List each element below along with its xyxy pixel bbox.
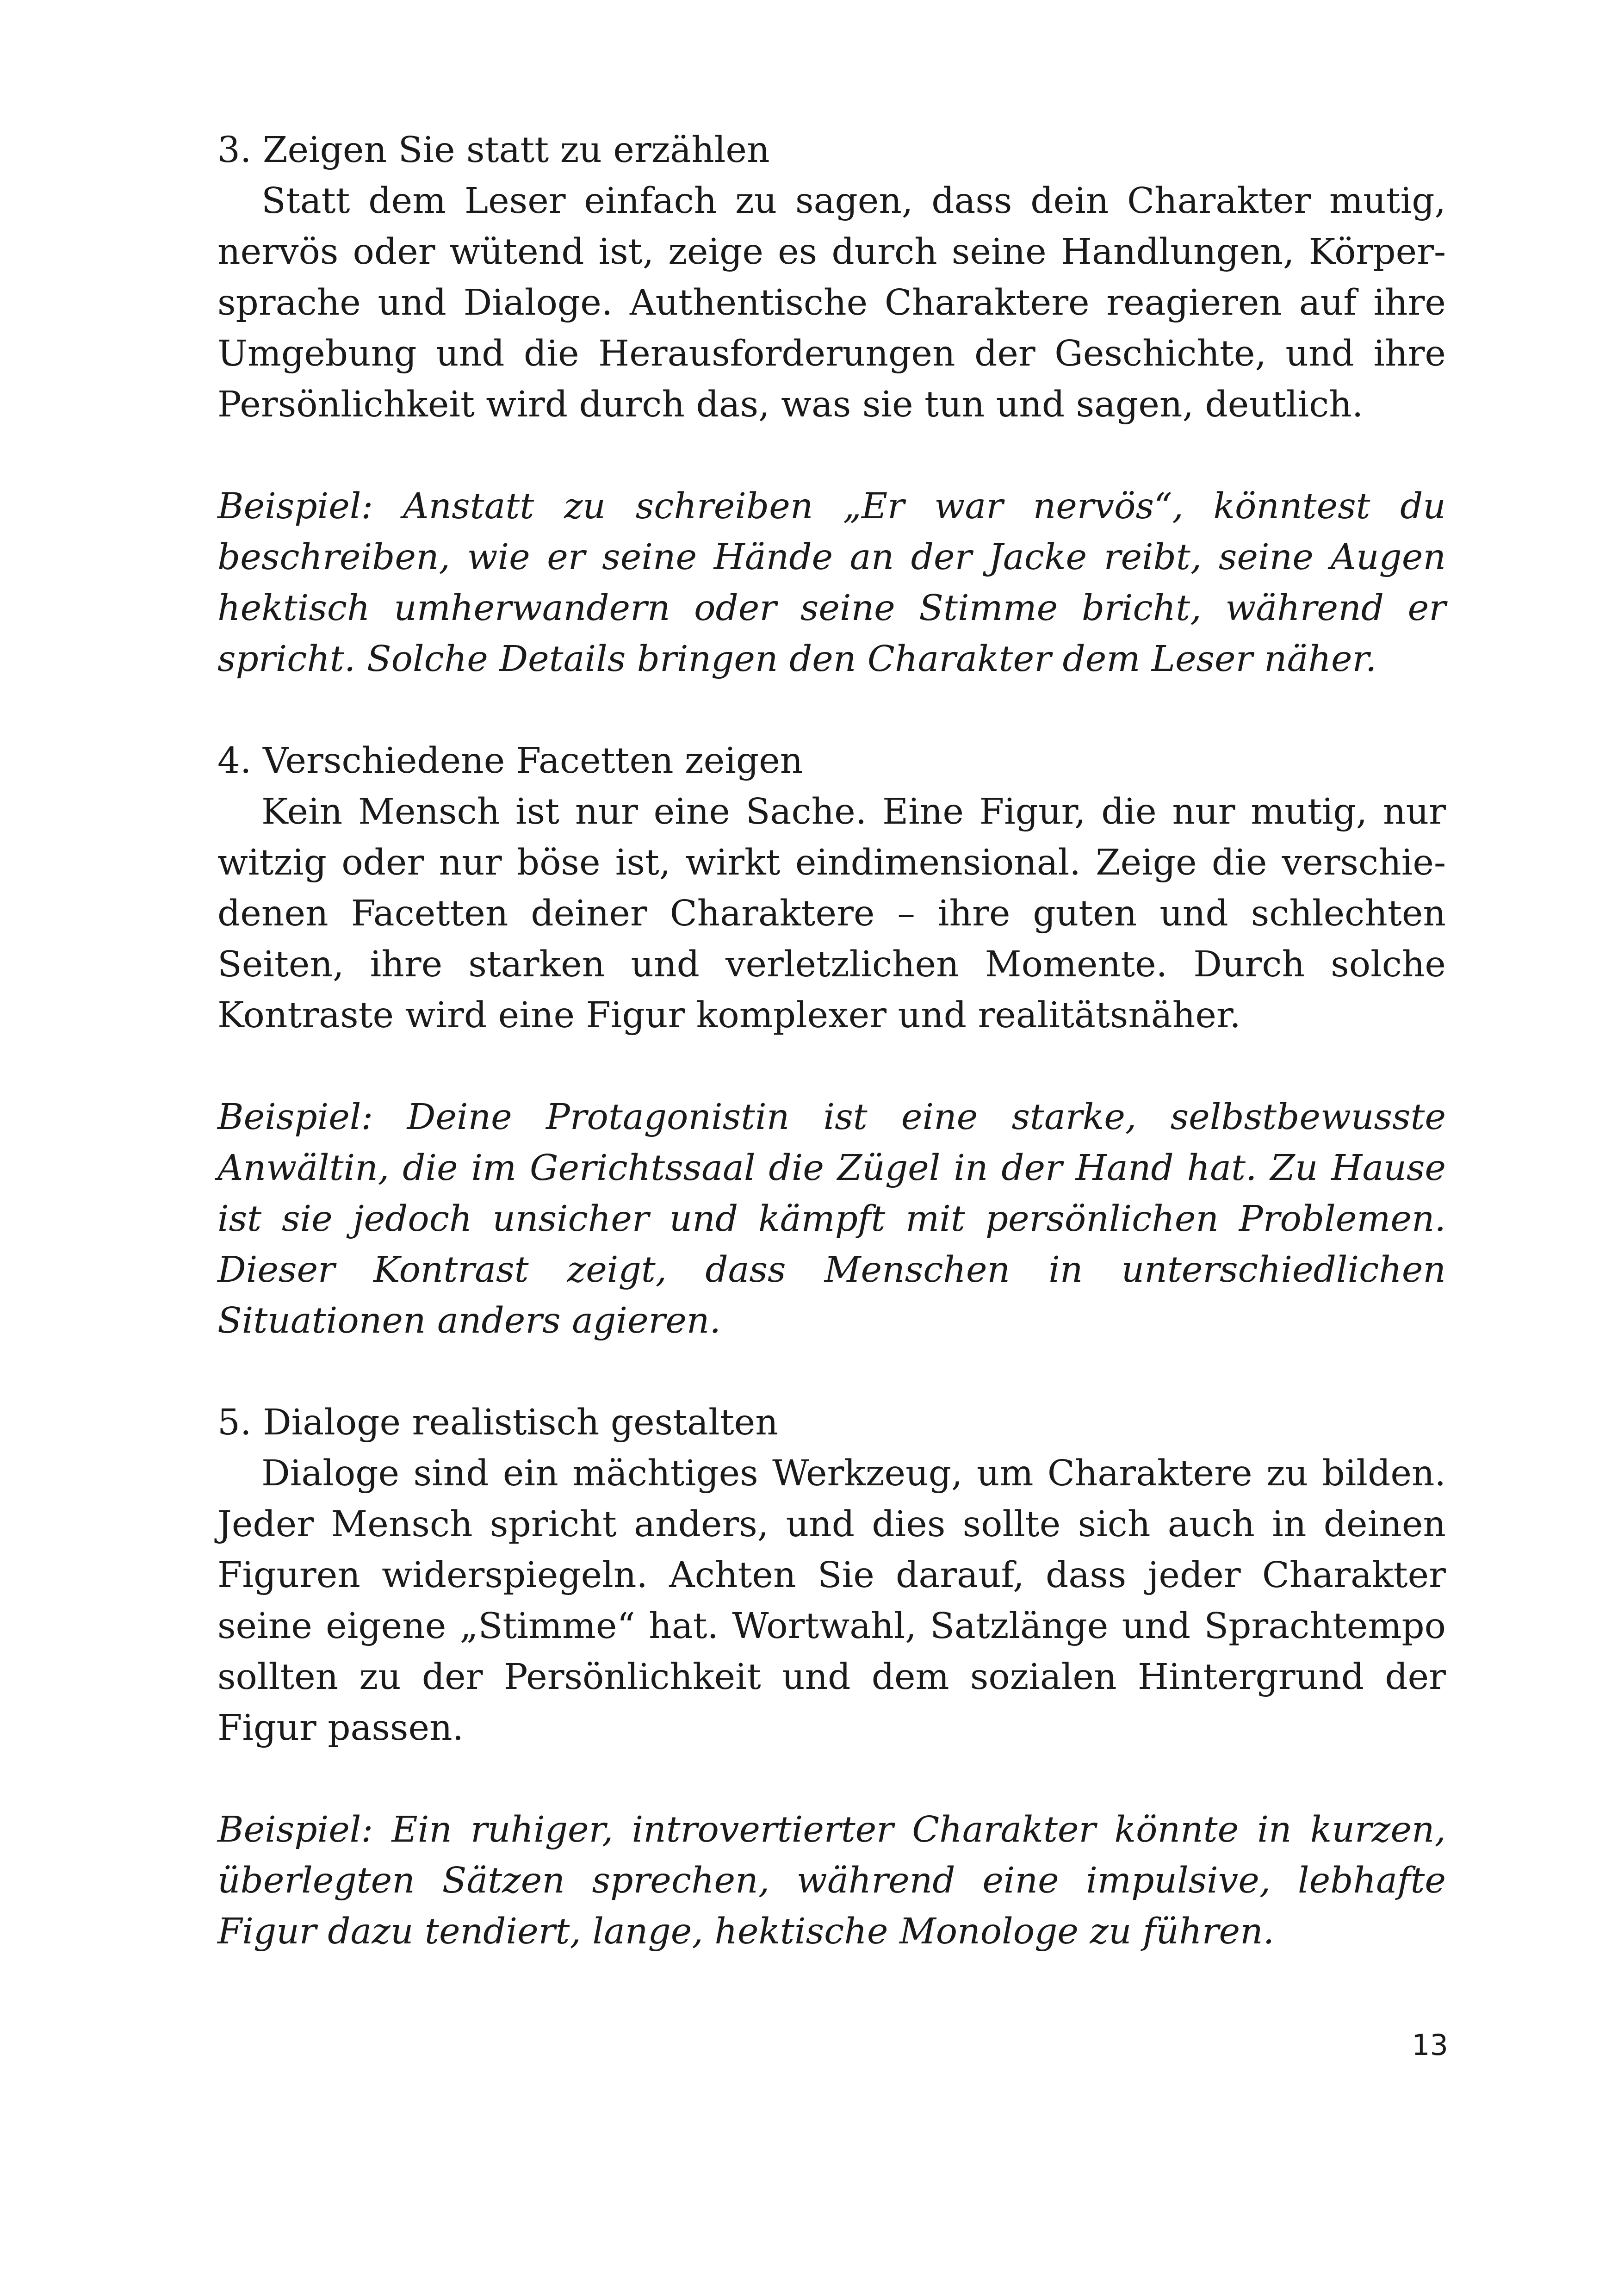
section-body: Dialoge sind ein mächtiges Werkzeug, um Charaktere zu bilden. Jeder Mensch spricht anders, und dies sollte sich auch in deinen Figuren widerspiegeln. Achten Sie darauf, dass jeder Charakter seine eigene „Stimme“ hat. Wortwahl, Satzlänge und Sprachtempo sollten zu der Persönlichkeit und dem sozialen Hintergrund der Figur passen. — [217, 1453, 1446, 1749]
page-number: 13 — [1412, 2028, 1448, 2062]
section-facets — [217, 736, 1446, 1347]
section-body: Kein Mensch ist nur eine Sache. Eine Figur, die nur mutig, nur witzig oder nur böse ist, wirkt eindimensional. Zeige die verschiedenen Facetten deiner Charaktere – ihre guten und schlechten Seiten, ihre starken und verletzlichen Momente. Durch solche Kontraste wird eine Figur komplexer und realitätsnäher. — [217, 791, 1446, 1036]
section-heading: 5. Dialoge realistisch gestalten — [217, 1402, 778, 1443]
section-heading: 4. Verschiedene Facetten zeigen — [217, 740, 803, 782]
section-spacer — [217, 1347, 1446, 1397]
section-spacer — [217, 685, 1446, 736]
section-example: Beispiel: Deine Protagonistin ist eine starke, selbstbewusste Anwältin, die im Gerichtssaal die Zügel in der Hand hat. Zu Hause ist sie jedoch unsicher und kämpft mit persönlichen Problemen. Dieser Kontrast zeigt, dass Menschen in unterschiedlichen Situationen anders agieren. — [217, 1097, 1446, 1341]
section-dialogues — [217, 1397, 1446, 1957]
section-show-dont-tell — [217, 125, 1446, 685]
section-body: Statt dem Leser einfach zu sagen, dass dein Charakter mutig, nervös oder wütend ist, zeige es durch seine Handlungen, Körpersprache und Dialoge. Authentische Charaktere reagieren auf ihre Umgebung und die Herausforderungen der Geschichte, und ihre Persönlichkeit wird durch das, was sie tun und sagen, deutlich. — [217, 180, 1446, 425]
section-example: Beispiel: Anstatt zu schreiben „Er war nervös“, könntest du beschreiben, wie er seine Hände an der Jacke reibt, seine Augen hektisch umherwandern oder seine Stimme bricht, während er spricht. Solche Details bringen den Charakter dem Leser näher. — [217, 486, 1446, 680]
section-heading: 3. Zeigen Sie statt zu erzählen — [217, 130, 770, 171]
text-column — [217, 125, 1446, 1957]
section-example: Beispiel: Ein ruhiger, introvertierter Charakter könnte in kurzen, überlegten Sätzen sprechen, während eine impulsive, lebhafte Figur dazu tendiert, lange, hektische Monologe zu führen. — [217, 1809, 1446, 1952]
